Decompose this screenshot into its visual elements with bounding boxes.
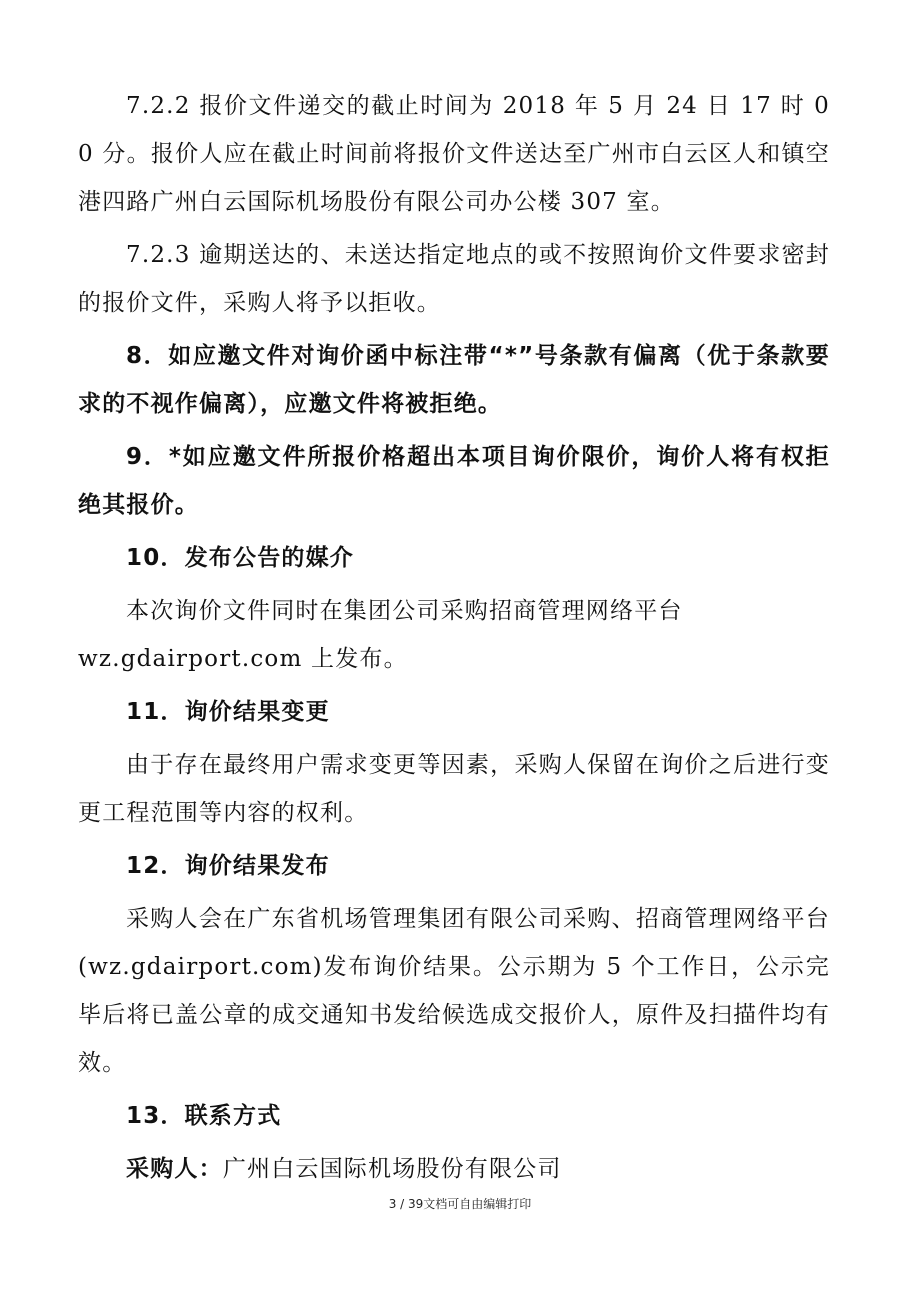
heading-13: 13．联系方式 bbox=[126, 1103, 282, 1129]
buyer-label: 采购人： bbox=[126, 1156, 223, 1182]
clause-11-text: 由于存在最终用户需求变更等因素，采购人保留在询价之后进行变更工程范围等内容的权利。 bbox=[78, 752, 830, 826]
clause-8: 8．如应邀文件对询价函中标注带“*”号条款有偏离（优于条款要求的不视作偏离），应邀文件将被拒绝。 bbox=[78, 343, 830, 417]
page-footer bbox=[0, 1195, 920, 1212]
clause-12-text: 采购人会在广东省机场管理集团有限公司采购、招商管理网络平台(wz.gdairport.com)发布询价结果。公示期为 5 个工作日，公示完毕后将已盖公章的成交通知书发给候选成交报价人，原件及扫描件均有效。 bbox=[78, 906, 830, 1076]
clause-7-2-2: 7.2.2 报价文件递交的截止时间为 2018 年 5 月 24 日 17 时 00 分。报价人应在截止时间前将报价文件送达至广州市白云区人和镇空港四路广州白云国际机场股份有限公司办公楼 307 室。 bbox=[78, 93, 830, 215]
heading-11: 11．询价结果变更 bbox=[126, 699, 330, 725]
buyer-line bbox=[78, 1145, 830, 1193]
clause-10-url: wz.gdairport.com 上发布。 bbox=[78, 646, 408, 672]
buyer-value: 广州白云国际机场股份有限公司 bbox=[222, 1156, 562, 1182]
clause-9: 9．*如应邀文件所报价格超出本项目询价限价，询价人将有权拒绝其报价。 bbox=[78, 444, 830, 518]
heading-12: 12．询价结果发布 bbox=[126, 853, 330, 879]
clause-7-2-3: 7.2.3 逾期送达的、未送达指定地点的或不按照询价文件要求密封的报价文件，采购人将予以拒收。 bbox=[78, 242, 830, 316]
footer-note: 文档可自由编辑打印 bbox=[423, 1197, 532, 1211]
heading-10: 10．发布公告的媒介 bbox=[126, 545, 355, 571]
clause-10-text: 本次询价文件同时在集团公司采购招商管理网络平台 bbox=[126, 598, 683, 624]
page-number: 3 / 39 bbox=[388, 1197, 424, 1211]
document-body bbox=[78, 82, 830, 1198]
